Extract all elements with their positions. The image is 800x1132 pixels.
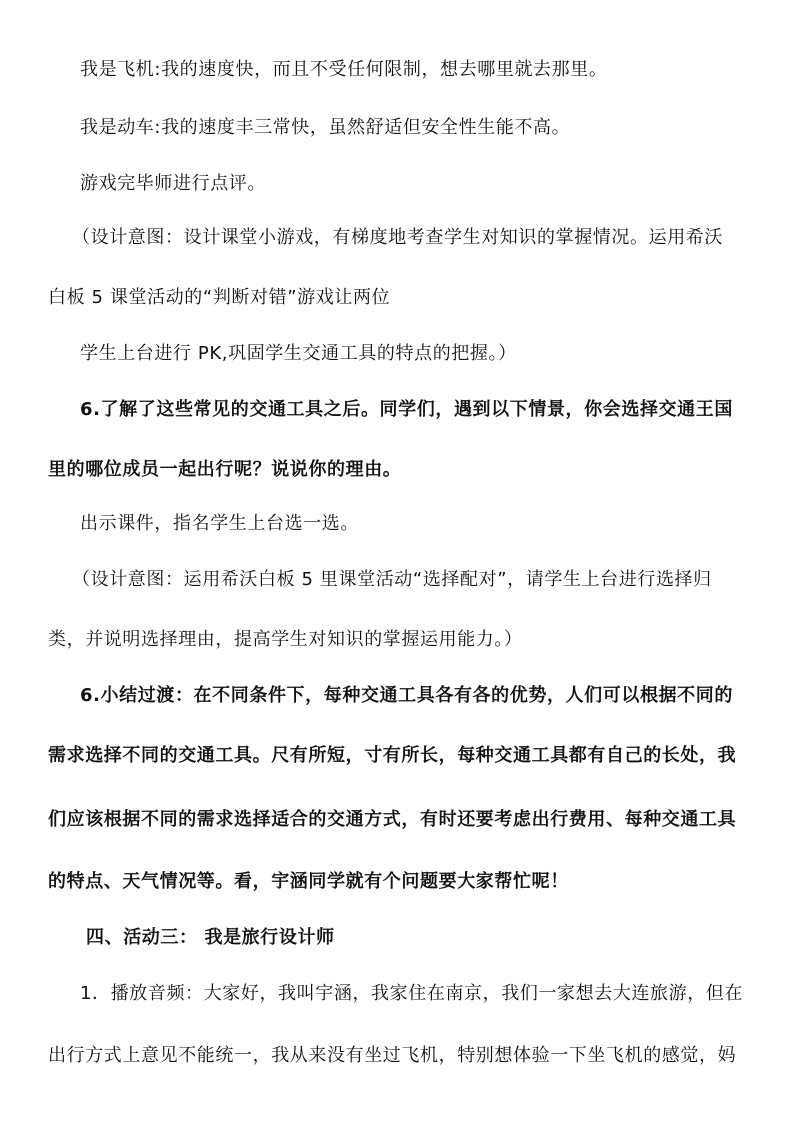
text-line-5: 白板 5 课堂活动的“判断对错”游戏让两位 (48, 287, 391, 308)
text-line-11: 类，并说明选择理由，提高学生对知识的掌握运用能力。） (48, 629, 523, 650)
text-line-2: 我是动车:我的速度丰三常快，虽然舒适但安全性生能不高。 (80, 117, 571, 138)
section-heading: 四、活动三： 我是旅行设计师 (86, 927, 335, 948)
text-line-15: 的特点、天气情况等。看，宇涵同学就有个问题要大家帮忙呢！ (48, 871, 569, 892)
text-line-6: 学生上台进行 PK,巩固学生交通工具的特点的把握。） (80, 343, 517, 364)
text-line-1: 我是飞机:我的速度快，而且不受任何限制，想去哪里就去那里。 (80, 59, 608, 80)
text-line-4: （设计意图：设计课堂小游戏，有梯度地考查学生对知识的掌握情况。运用希沃 (72, 227, 723, 248)
text-line-7: 6.了解了这些常见的交通工具之后。同学们，遇到以下情景，你会选择交通王国 (80, 399, 733, 420)
text-line-8: 里的哪位成员一起出行呢？说说你的理由。 (48, 459, 402, 480)
text-line-17: 1．播放音频：大家好，我叫宇涵，我家住在南京，我们一家想去大连旅游，但在 (80, 983, 744, 1004)
text-line-10: （设计意图：运用希沃白板 5 里课堂活动“选择配对”，请学生上台进行选择归 (72, 569, 712, 590)
text-line-14: 们应该根据不同的需求选择适合的交通方式，有时还要考虑出行费用、每种交通工具 (48, 809, 737, 830)
text-line-9: 出示课件，指名学生上台选一选。 (80, 513, 359, 534)
text-line-12: 6.小结过渡：在不同条件下，每种交通工具各有各的优势，人们可以根据不同的 (80, 685, 733, 706)
text-line-3: 游戏完毕师进行点评。 (80, 173, 266, 194)
text-line-13: 需求选择不同的交通工具。尺有所短，寸有所长，每种交通工具都有自己的长处，我 (48, 745, 737, 766)
text-line-18: 出行方式上意见不能统一，我从来没有坐过飞机，特别想体验一下坐飞机的感觉，妈 (48, 1045, 737, 1066)
